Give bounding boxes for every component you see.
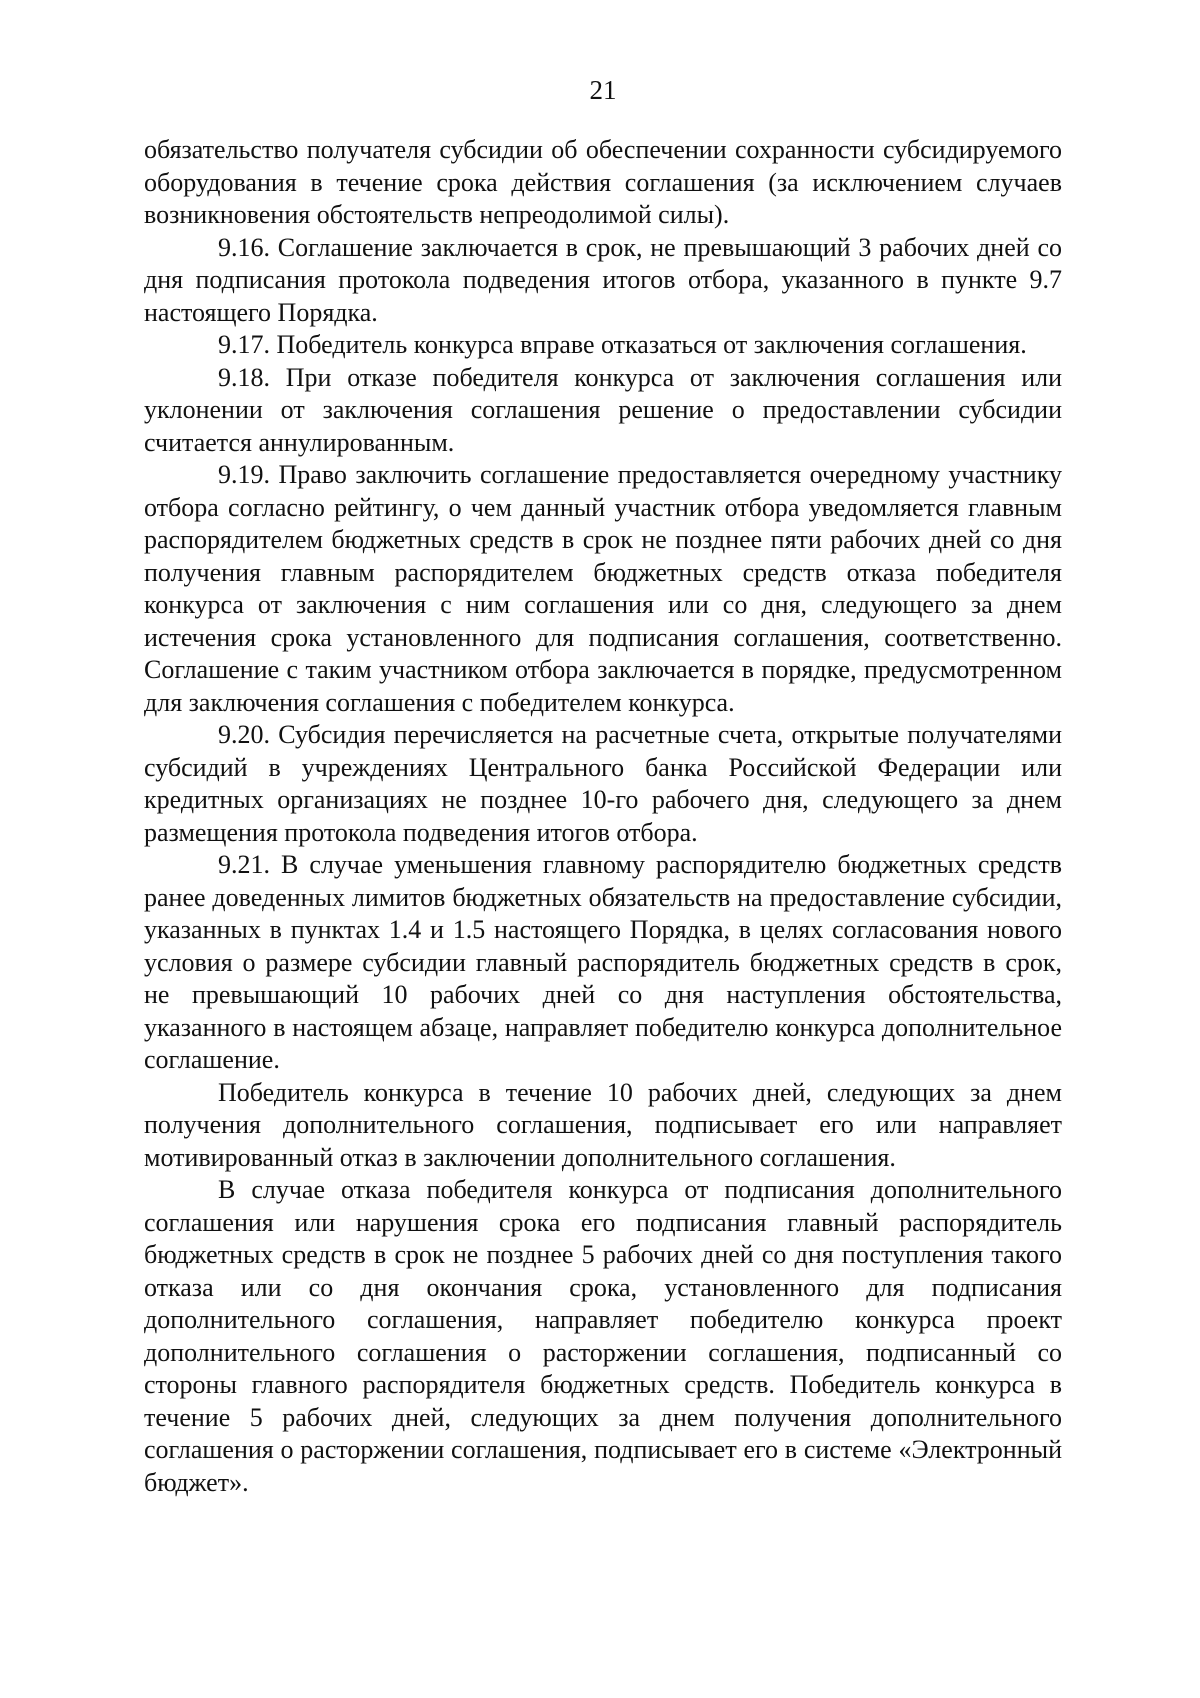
paragraph-9-20: 9.20. Субсидия перечисляется на расчетные счета, открытые получателями субсидий в учреждениях Центрального банка Российской Федерации или кредитных организациях не позднее 10-го рабочего дня, следующего за днем размещения протокола подведения итогов отбора. <box>144 720 1062 847</box>
document-body <box>144 134 1062 1499</box>
paragraph-additional-agreement: Победитель конкурса в течение 10 рабочих дней, следующих за днем получения дополнительного соглашения, подписывает его или направляет мотивированный отказ в заключении дополнительного соглашения. <box>144 1077 1062 1172</box>
paragraph-9-17: 9.17. Победитель конкурса вправе отказаться от заключения соглашения. <box>218 330 1027 359</box>
paragraph-9-16: 9.16. Соглашение заключается в срок, не превышающий 3 рабочих дней со дня подписания протокола подведения итогов отбора, указанного в пункте 9.7 настоящего Порядка. <box>144 232 1062 327</box>
paragraph-refusal-termination: В случае отказа победителя конкурса от подписания дополнительного соглашения или нарушения срока его подписания главный распорядитель бюджетных средств в срок не позднее 5 рабочих дней со дня поступления такого отказа или со дня окончания срока, установленного для подписания дополнительного соглашения, направляет победителю конкурса проект дополнительного соглашения о расторжении соглашения, подписанный со стороны главного распорядителя бюджетных средств. Победитель конкурса в течение 5 рабочих дней, следующих за днем получения дополнительного соглашения о расторжении соглашения, подписывает его в системе «Электронный бюджет». <box>144 1175 1062 1497</box>
paragraph-9-21: 9.21. В случае уменьшения главному распорядителю бюджетных средств ранее доведенных лимитов бюджетных обязательств на предоставление субсидии, указанных в пунктах 1.4 и 1.5 настоящего Порядка, в целях согласования нового условия о размере субсидии главный распорядитель бюджетных средств в срок, не превышающий 10 рабочих дней со дня наступления обстоятельства, указанного в настоящем абзаце, направляет победителю конкурса дополнительное соглашение. <box>144 850 1062 1074</box>
paragraph-continuation: обязательство получателя субсидии об обеспечении сохранности субсидируемого оборудования в течение срока действия соглашения (за исключением случаев возникновения обстоятельств непреодолимой силы). <box>144 135 1062 229</box>
paragraph-9-19: 9.19. Право заключить соглашение предоставляется очередному участнику отбора согласно рейтингу, о чем данный участник отбора уведомляется главным распорядителем бюджетных средств в срок не позднее пяти рабочих дней со дня получения главным распорядителем бюджетных средств отказа победителя конкурса от заключения с ним соглашения или со дня, следующего за днем истечения срока установленного для подписания соглашения, соответственно. Соглашение с таким участником отбора заключается в порядке, предусмотренном для заключения соглашения с победителем конкурса. <box>144 460 1062 717</box>
page-number: 21 <box>589 75 617 105</box>
paragraph-9-18: 9.18. При отказе победителя конкурса от заключения соглашения или уклонении от заключения соглашения решение о предоставлении субсидии считается аннулированным. <box>144 362 1062 457</box>
